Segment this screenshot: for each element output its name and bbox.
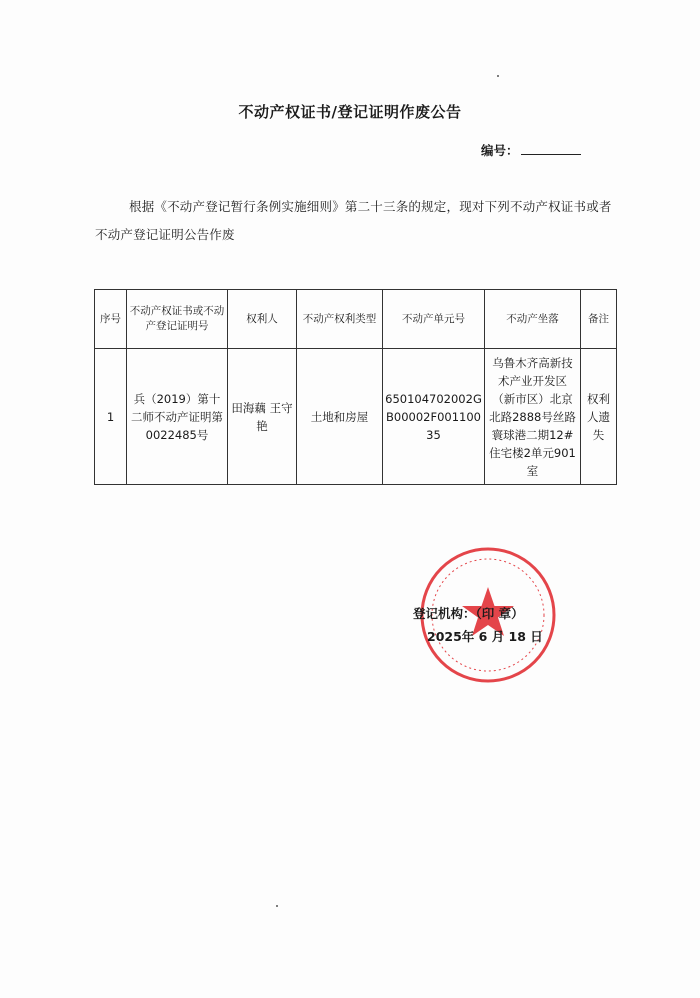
table-row	[95, 349, 617, 485]
header-holder: 权利人	[228, 290, 297, 349]
notice-body-text: 根据《不动产登记暂行条例实施细则》第二十三条的规定，现对下列不动产权证书或者不动产登记证明公告作废	[95, 199, 612, 242]
number-field	[481, 141, 581, 159]
scan-speck	[276, 905, 278, 907]
document-title: 不动产权证书/登记证明作废公告	[238, 103, 462, 121]
signature-date: 2025年 6 月 18 日	[427, 629, 543, 644]
signature-block	[413, 602, 543, 648]
header-location: 不动产坐落	[485, 290, 581, 349]
header-unit-no: 不动产单元号	[383, 290, 485, 349]
cell-location: 乌鲁木齐高新技术产业开发区（新市区）北京北路2888号丝路寰球港二期12#住宅楼2单元901室	[485, 349, 581, 485]
header-remark: 备注	[581, 290, 617, 349]
cell-cert: 兵（2019）第十二师不动产证明第0022485号	[127, 349, 228, 485]
cell-holder: 田海藕 王守艳	[228, 349, 297, 485]
cell-unit-no: 650104702002GB00002F00110035	[383, 349, 485, 485]
header-cert: 不动产权证书或不动产登记证明号	[127, 290, 228, 349]
cell-seq: 1	[95, 349, 127, 485]
number-label: 编号：	[481, 143, 519, 158]
cell-right-type: 土地和房屋	[297, 349, 383, 485]
cell-remark: 权利人遗失	[581, 349, 617, 485]
table-header-row	[95, 290, 617, 349]
header-seq: 序号	[95, 290, 127, 349]
signature-agency: 登记机构：（印 章）	[413, 606, 524, 621]
header-right-type: 不动产权利类型	[297, 290, 383, 349]
notice-table	[94, 289, 617, 485]
scan-speck	[497, 75, 499, 77]
number-blank-line	[521, 142, 581, 155]
